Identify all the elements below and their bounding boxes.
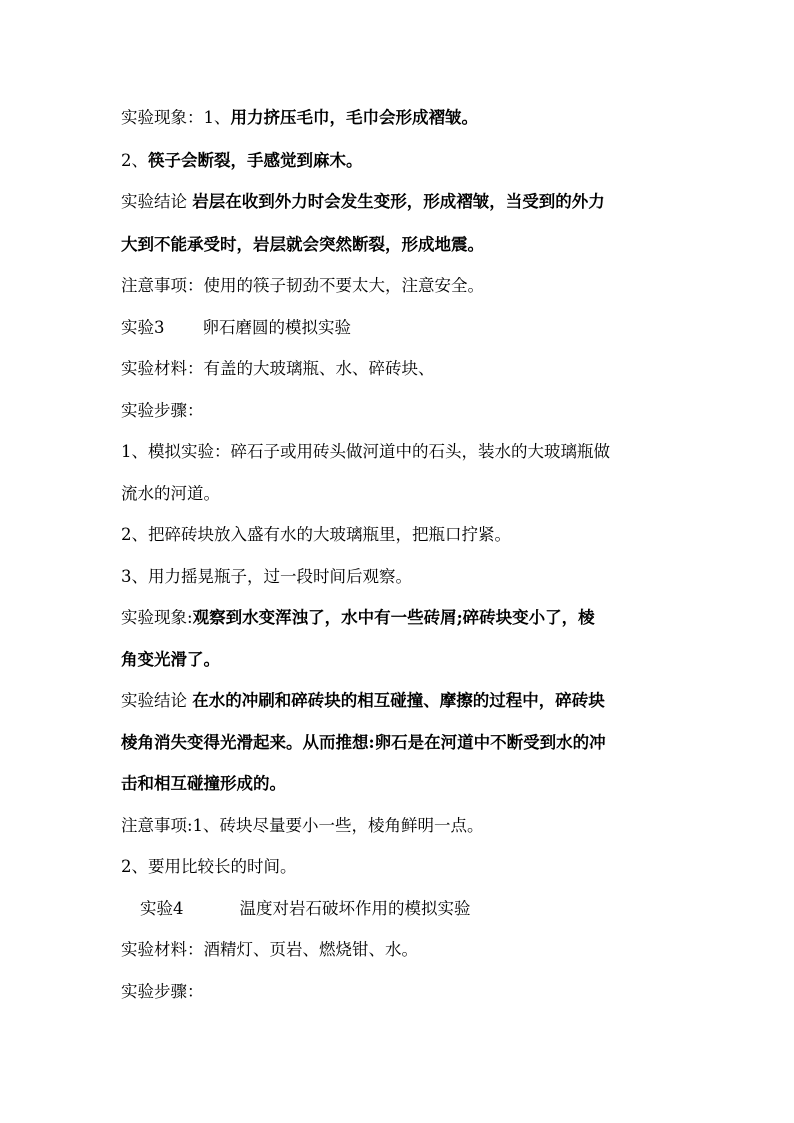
conclusion-3-line-3 — [121, 772, 681, 796]
precaution-3-line-1: 注意事项:1、砖块尽量要小一些，棱角鲜明一点。 — [121, 816, 484, 835]
experiment-3-number: 实验3 — [121, 318, 165, 337]
observation-3-line-2 — [121, 648, 681, 672]
experiment-4-title: 温度对岩石破坏作用的模拟实验 — [239, 899, 471, 918]
step-1-line-1: 1、模拟实验：碎石子或用砖头做河道中的石头，装水的大玻璃瓶做 — [121, 442, 610, 461]
precaution-line: 注意事项：使用的筷子韧劲不要太大，注意安全。 — [121, 276, 484, 295]
experiment-3-title: 卵石磨圆的模拟实验 — [202, 318, 351, 337]
observation-3-text-2: 角变光滑了。 — [121, 650, 220, 669]
observation-number: 2、 — [121, 151, 148, 170]
conclusion-3-text-2: 棱角消失变得光滑起来。从而推想:卵石是在河道中不断受到水的冲 — [121, 733, 606, 752]
conclusion-3-text-1: 在水的冲刷和碎砖块的相互碰撞、摩擦的过程中，碎砖块 — [192, 691, 605, 710]
observation-line-2 — [121, 149, 681, 173]
conclusion-3-label: 实验结论 — [121, 691, 187, 710]
observation-line-1 — [121, 106, 681, 130]
observation-3-text-1: 观察到水变浑浊了，水中有一些砖屑;碎砖块变小了，棱 — [192, 608, 595, 627]
observation-label: 实验现象：1、 — [121, 108, 231, 127]
conclusion-label: 实验结论 — [121, 192, 187, 211]
experiment-3-heading — [121, 316, 681, 340]
materials-line: 实验材料：有盖的大玻璃瓶、水、碎砖块、 — [121, 359, 435, 378]
steps-4-label: 实验步骤： — [121, 982, 204, 1001]
experiment-4-heading — [140, 897, 700, 921]
observation-3-label: 实验现象: — [121, 608, 193, 627]
conclusion-line-2 — [121, 233, 681, 257]
steps-label: 实验步骤： — [121, 401, 204, 420]
step-1-line-2: 流水的河道。 — [121, 484, 220, 503]
conclusion-3-line-1 — [121, 689, 681, 713]
step-3-line: 3、用力摇晃瓶子，过一段时间后观察。 — [121, 567, 412, 586]
step-2-line: 2、把碎砖块放入盛有水的大玻璃瓶里，把瓶口拧紧。 — [121, 525, 511, 544]
conclusion-text-2: 大到不能承受时，岩层就会突然断裂，形成地震。 — [121, 235, 484, 254]
observation-3-line-1 — [121, 606, 681, 630]
materials-4-line: 实验材料：酒精灯、页岩、燃烧钳、水。 — [121, 940, 418, 959]
precaution-3-line-2: 2、要用比较长的时间。 — [121, 857, 297, 876]
conclusion-text-1: 岩层在收到外力时会发生变形，形成褶皱，当受到的外力 — [192, 192, 605, 211]
conclusion-line-1 — [121, 190, 681, 214]
observation-text-1: 用力挤压毛巾，毛巾会形成褶皱。 — [230, 108, 478, 127]
experiment-4-number: 实验4 — [140, 899, 184, 918]
conclusion-3-text-3: 击和相互碰撞形成的。 — [121, 774, 286, 793]
conclusion-3-line-2 — [121, 731, 681, 755]
observation-text-2: 筷子会断裂，手感觉到麻木。 — [148, 151, 363, 170]
